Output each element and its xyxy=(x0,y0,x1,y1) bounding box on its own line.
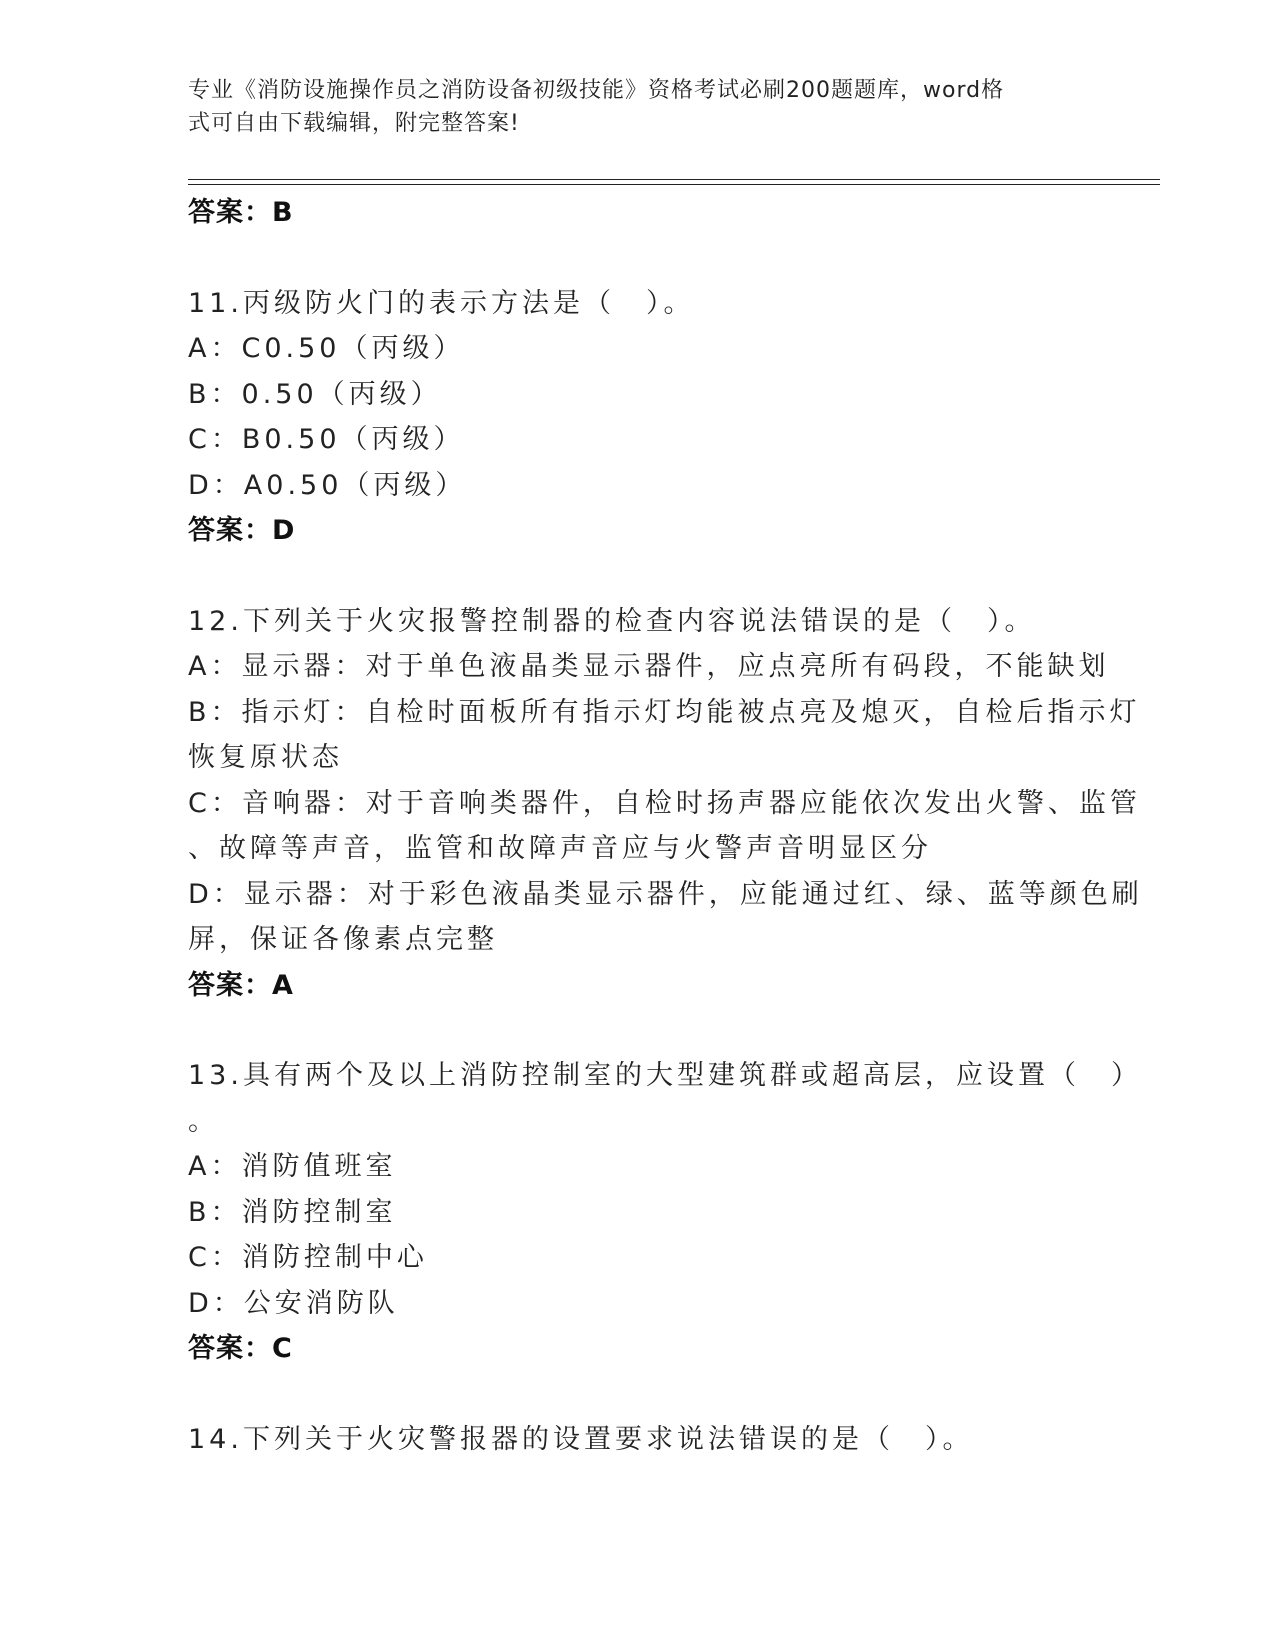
answer-line: 答案：C xyxy=(188,1333,293,1364)
blank-spacer xyxy=(188,554,1088,599)
option-line: C：B0.50（丙级） xyxy=(188,424,465,455)
question-list xyxy=(188,190,1143,1462)
option-line: D：A0.50（丙级） xyxy=(188,469,467,501)
document-header xyxy=(188,74,1078,140)
header-line-1: 专业《消防设施操作员之消防设备初级技能》资格考试必刷200题题库，word格 xyxy=(188,78,1005,103)
question-line: 14.下列关于火灾警报器的设置要求说法错误的是（ ）。 xyxy=(188,1423,974,1455)
question-line: 13.具有两个及以上消防控制室的大型建筑群或超高层，应设置（ ） xyxy=(188,1060,1142,1091)
option-line: 、故障等声音，监管和故障声音应与火警声音明显区分 xyxy=(188,833,932,864)
option-line: C：消防控制中心 xyxy=(188,1242,428,1273)
option-line: B：消防控制室 xyxy=(188,1196,397,1228)
answer-line: 答案：A xyxy=(188,969,294,1001)
question-line: 12.下列关于火灾报警控制器的检查内容说法错误的是（ ）。 xyxy=(188,605,1036,637)
blank-spacer xyxy=(188,1372,1088,1417)
option-line: B：指示灯：自检时面板所有指示灯均能被点亮及熄灭，自检后指示灯 xyxy=(188,696,1141,728)
option-line: A：消防值班室 xyxy=(188,1151,397,1182)
option-line: D：显示器：对于彩色液晶类显示器件，应能通过红、绿、蓝等颜色刷 xyxy=(188,878,1143,910)
question-line: 11.丙级防火门的表示方法是（ ）。 xyxy=(188,287,695,319)
option-line: A：显示器：对于单色液晶类显示器件，应点亮所有码段，不能缺划 xyxy=(188,651,1110,682)
answer-line: 答案：B xyxy=(188,197,294,228)
blank-spacer xyxy=(188,236,1088,281)
option-line: 屏，保证各像素点完整 xyxy=(188,924,498,955)
question-line: 。 xyxy=(188,1105,219,1137)
option-line: B：0.50（丙级） xyxy=(188,378,442,410)
option-line: 恢复原状态 xyxy=(188,742,343,773)
option-line: C：音响器：对于音响类器件，自检时扬声器应能依次发出火警、监管 xyxy=(188,787,1141,819)
option-line: A：C0.50（丙级） xyxy=(188,333,465,364)
option-line: D：公安消防队 xyxy=(188,1287,399,1319)
answer-line: 答案：D xyxy=(188,515,296,546)
header-divider xyxy=(188,179,1160,185)
header-line-2: 式可自由下载编辑，附完整答案! xyxy=(188,111,520,136)
blank-spacer xyxy=(188,1008,1088,1053)
